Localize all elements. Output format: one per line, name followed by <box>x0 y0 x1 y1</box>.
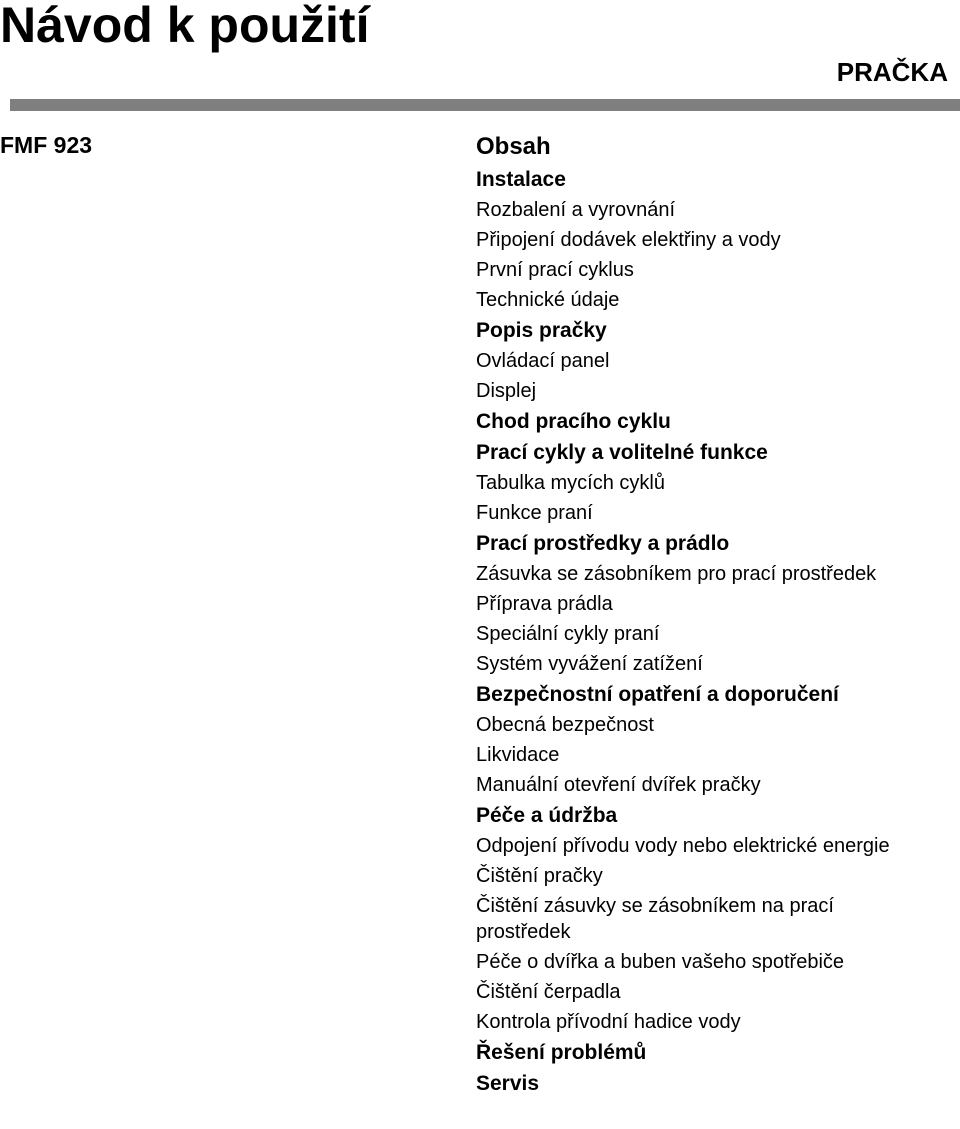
toc-entry-ovladaci-panel[interactable]: Ovládací panel <box>476 350 610 372</box>
toc-entry-rozbaleni[interactable]: Rozbalení a vyrovnání <box>476 199 676 221</box>
toc-entry-odpojeni[interactable]: Odpojení přívodu vody nebo elektrické energie <box>476 835 890 857</box>
toc-section-instalace[interactable]: Instalace <box>476 168 566 191</box>
model-number: FMF 923 <box>0 132 93 158</box>
toc-entry-displej[interactable]: Displej <box>476 380 537 402</box>
toc-entry-zasuvka[interactable]: Zásuvka se zásobníkem pro prací prostředek <box>476 563 877 585</box>
toc-entry-funkce-prani[interactable]: Funkce praní <box>476 502 593 524</box>
toc-section-praci-prostredky[interactable]: Prací prostředky a prádlo <box>476 532 730 555</box>
toc-section-praci-cykly[interactable]: Prací cykly a volitelné funkce <box>476 441 768 464</box>
toc-entry-cisteni-pracky[interactable]: Čištění pračky <box>476 865 603 887</box>
toc-section-reseni-problemu[interactable]: Řešení problémů <box>476 1041 647 1064</box>
toc-entry-cisteni-cerpadla[interactable]: Čištění čerpadla <box>476 981 621 1003</box>
toc-entry-likvidace[interactable]: Likvidace <box>476 744 560 766</box>
toc-entry-kontrola-hadice[interactable]: Kontrola přívodní hadice vody <box>476 1011 741 1033</box>
toc-entry-priprava-pradla[interactable]: Příprava prádla <box>476 593 613 615</box>
toc-entry-pece-dvirka[interactable]: Péče o dvířka a buben vašeho spotřebiče <box>476 951 845 973</box>
toc-entry-obecna-bezpecnost[interactable]: Obecná bezpečnost <box>476 714 654 736</box>
toc-entry-vyvazeni[interactable]: Systém vyvážení zatížení <box>476 653 703 675</box>
toc-section-servis[interactable]: Servis <box>476 1072 540 1095</box>
toc-entry-manualni-otevreni[interactable]: Manuální otevření dvířek pračky <box>476 774 761 796</box>
product-type-label: PRAČKA <box>836 57 948 87</box>
toc-entry-pripojeni[interactable]: Připojení dodávek elektřiny a vody <box>476 229 781 251</box>
header-divider <box>10 99 960 111</box>
toc-section-bezpecnost[interactable]: Bezpečnostní opatření a doporučení <box>476 683 839 706</box>
toc-heading: Obsah <box>476 133 551 160</box>
toc-entry-prvni-cyklus[interactable]: První prací cyklus <box>476 259 634 281</box>
toc-entry-technicke-udaje[interactable]: Technické údaje <box>476 289 620 311</box>
toc-list <box>476 164 946 1099</box>
document-title: Návod k použití <box>0 0 370 53</box>
toc-entry-cisteni-zasuvky[interactable]: Čištění zásuvky se zásobníkem na prací prostředek <box>476 895 834 943</box>
toc-entry-specialni-cykly[interactable]: Speciální cykly praní <box>476 623 660 645</box>
table-of-contents <box>476 132 946 1099</box>
toc-section-chod-cyklu[interactable]: Chod pracího cyklu <box>476 410 671 433</box>
toc-entry-tabulka-cyklu[interactable]: Tabulka mycích cyklů <box>476 472 665 494</box>
toc-section-pece-udrzba[interactable]: Péče a údržba <box>476 804 618 827</box>
toc-section-popis-pracky[interactable]: Popis pračky <box>476 319 607 342</box>
